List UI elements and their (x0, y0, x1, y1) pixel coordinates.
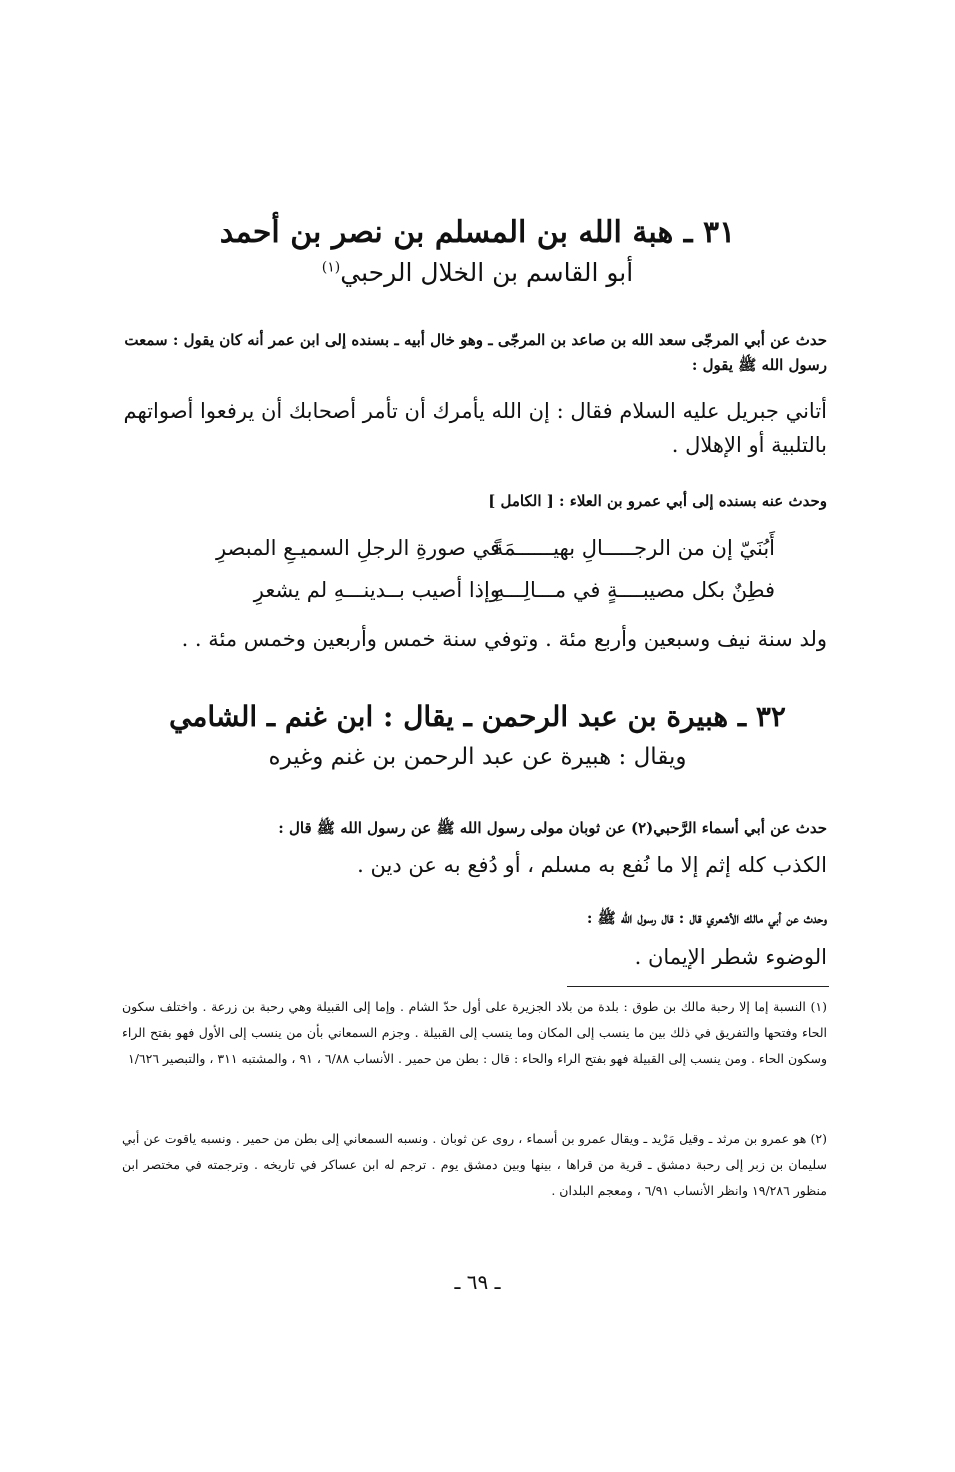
footnote-ref-1: (١) (321, 259, 341, 276)
verse-1-first-hemistich: أَبُنَيّ إن من الرجـــــالِ بهيــــــمَةً (492, 536, 775, 560)
verse-2-second-hemistich: وإذا أصيب بــدينـــهِ لم يشعرِ (253, 578, 500, 602)
entry-31-title: ٣١ ـ هبة الله بن المسلم بن نصر بن أحمد (219, 215, 736, 250)
poem-intro: وحدث عنه بسنده إلى أبي عمرو بن العلاء : [ الكامل ] (488, 492, 827, 510)
footnote-1: (١) النسبة إما إلا رحبة مالك بن طوق : بلدة من بلاد الجزيرة على أول حدّ الشام . وإما إلى القبيلة وهي رحبة بن زرعة . واختلف سكون الحاء وفتحها والتفريق في ذلك بين ما ينسب إلى المكان وما ينسب إلى القبيلة . وجزم السمعاني بأن من ينسب إلى الأول فهو بفتح الراء وسكون الحاء . ومن ينسب إلى القبيلة فهو بفتح الراء والحاء : قال : بطن من حمير . الأنساب ٦/٨٨ ، ٩١ ، والمشتبه ٣١١ ، والتبصير ١/٦٢٦ (122, 999, 827, 1066)
footnote-separator (567, 986, 829, 987)
entry-32-title: ٣٢ ـ هبيرة بن عبد الرحمن ـ يقال : ابن غنم ـ الشامي (169, 700, 786, 733)
entry-32-isnad-1: حدث عن أبي أسماء الرَّحبي(٢) عن ثوبان مولى رسول الله ﷺ عن رسول الله ﷺ قال : (278, 819, 827, 837)
entry-31-dates: ولد سنة نيف وسبعين وأربع مئة . وتوفي سنة خمس وأربعين وخمس مئة . . (181, 627, 827, 651)
entry-32-subtitle: ويقال : هبيرة عن عبد الرحمن بن غنم وغيره (268, 744, 687, 770)
entry-32-isnad-2: وحدث عن أبي مالك الأشعري قال : قال رسول الله ﷺ : (586, 909, 827, 927)
entry-32-hadith-2: الوضوء شطر الإيمان . (634, 945, 827, 969)
entry-31-isnad: حدث عن أبي المرجّى سعد الله بن صاعد بن المرجّى ـ وهو خال أبيه ـ بسنده إلى ابن عمر أنه كان يقول : سمعت رسول الله ﷺ يقول : (124, 331, 827, 374)
verse-2-first-hemistich: فطِنٌ بكل مصيبــــةٍ في مـــالِـــهِ (493, 578, 775, 602)
entry-31-subtitle-line (0, 258, 955, 287)
entry-31-hadith: أتاني جبريل عليه السلام فقال : إن الله يأمرك أن تأمر أصحابك أن يرفعوا أصواتهم بالتلبية أو الإهلال . (123, 399, 827, 457)
entry-31-subtitle: أبو القاسم بن الخلال الرحبي (340, 258, 634, 287)
entry-32-hadith-1: الكذب كله إثم إلا ما نُفع به مسلم ، أو دُفع به عن دين . (357, 853, 827, 877)
footnote-2: (٢) هو عمرو بن مرثد ـ وقيل مَرْيد ـ ويقال عمرو بن أسماء ، روى عن ثوبان . ونسبه السمعاني إلى بطن من حمير . ونسبه ياقوت عن أبي سليمان بن زبر إلى رحبة دمشق ـ قرية من قراها ، بينها وبين دمشق يوم . ترجم له ابن عساكر في تاريخه . وترجمته في مختصر ابن منظور ١٩/٢٨٦ وانظر الأنساب ٦/٩١ ، ومعجم البلدان . (122, 1131, 827, 1198)
verse-1-second-hemistich: في صورةِ الرجلِ السميـعِ المبصرِ (215, 536, 500, 560)
page-number: ـ ٦٩ ـ (454, 1270, 501, 1294)
